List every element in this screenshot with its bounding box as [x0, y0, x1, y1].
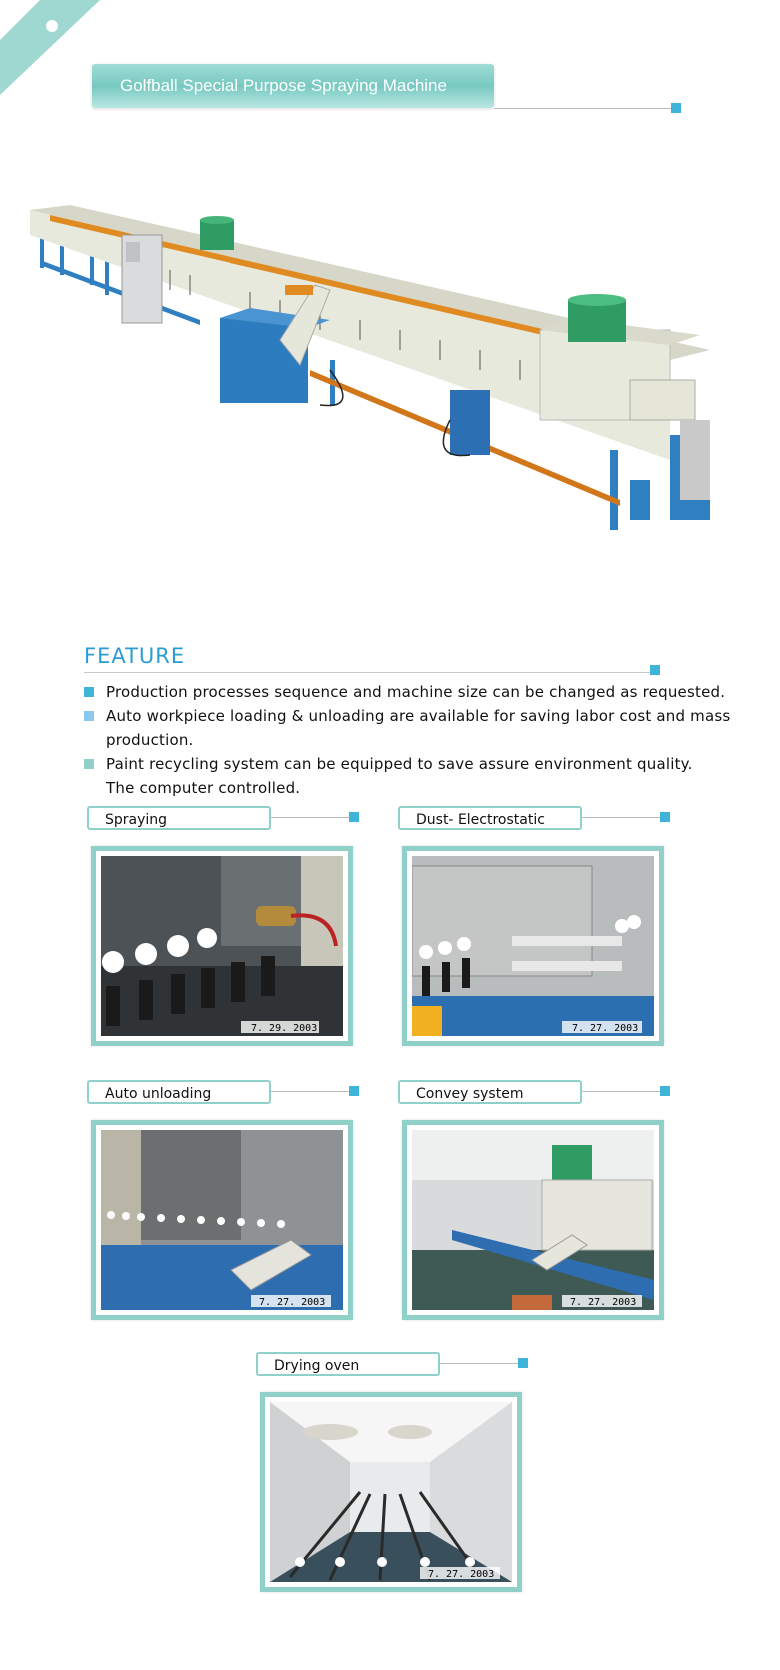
feature-divider	[84, 672, 654, 673]
feature-heading: FEATURE	[84, 644, 186, 668]
square-bullet-icon	[84, 687, 94, 697]
feature-item	[84, 704, 774, 752]
dust-photo	[412, 856, 654, 1036]
photo-frame	[91, 1120, 353, 1320]
convey-photo	[412, 1130, 654, 1310]
section-dust-electrostatic	[398, 806, 678, 1046]
photo-frame	[260, 1392, 522, 1592]
feature-item	[84, 752, 774, 800]
photo-frame	[402, 846, 664, 1046]
section-label: Dust- Electrostatic	[398, 806, 582, 830]
section-label: Convey system	[398, 1080, 582, 1104]
label-divider	[271, 817, 349, 818]
feature-list	[84, 680, 774, 800]
feature-item	[84, 680, 774, 704]
feature-item-text: Auto workpiece loading & unloading are available for saving labor cost and mass	[106, 707, 731, 725]
square-bullet-icon	[671, 103, 681, 113]
feature-item-text: Paint recycling system can be equipped to save assure environment quality.	[106, 755, 693, 773]
label-divider	[582, 1091, 660, 1092]
label-divider	[440, 1363, 518, 1364]
spraying-photo	[101, 856, 343, 1036]
section-label: Drying oven	[256, 1352, 440, 1376]
feature-item-text: Production processes sequence and machine size can be changed as requested.	[106, 683, 726, 701]
section-label: Spraying	[87, 806, 271, 830]
square-bullet-icon	[349, 812, 359, 822]
page-title: Golfball Special Purpose Spraying Machine	[92, 64, 494, 108]
label-divider	[271, 1091, 349, 1092]
section-label: Auto unloading	[87, 1080, 271, 1104]
drying-photo	[270, 1402, 512, 1582]
photo-date-stamp: 7. 27. 2003	[428, 1569, 495, 1580]
photo-date-stamp: 7. 29. 2003	[251, 1023, 318, 1034]
machine-photo	[30, 200, 760, 560]
feature-item-text-cont: The computer controlled.	[106, 779, 301, 797]
square-bullet-icon	[660, 812, 670, 822]
photo-frame	[91, 846, 353, 1046]
photo-date-stamp: 7. 27. 2003	[570, 1297, 637, 1308]
section-auto-unloading	[87, 1080, 367, 1320]
title-divider	[494, 108, 672, 109]
photo-date-stamp: 7. 27. 2003	[259, 1297, 326, 1308]
square-bullet-icon	[650, 665, 660, 675]
square-bullet-icon	[84, 759, 94, 769]
square-bullet-icon	[660, 1086, 670, 1096]
photo-frame	[402, 1120, 664, 1320]
feature-item-text-cont: production.	[106, 731, 194, 749]
photo-date-stamp: 7. 27. 2003	[572, 1023, 639, 1034]
square-bullet-icon	[518, 1358, 528, 1368]
unloading-photo	[101, 1130, 343, 1310]
section-convey-system	[398, 1080, 678, 1320]
square-bullet-icon	[84, 711, 94, 721]
square-bullet-icon	[349, 1086, 359, 1096]
label-divider	[582, 817, 660, 818]
section-drying-oven	[256, 1352, 536, 1592]
section-spraying	[87, 806, 367, 1046]
